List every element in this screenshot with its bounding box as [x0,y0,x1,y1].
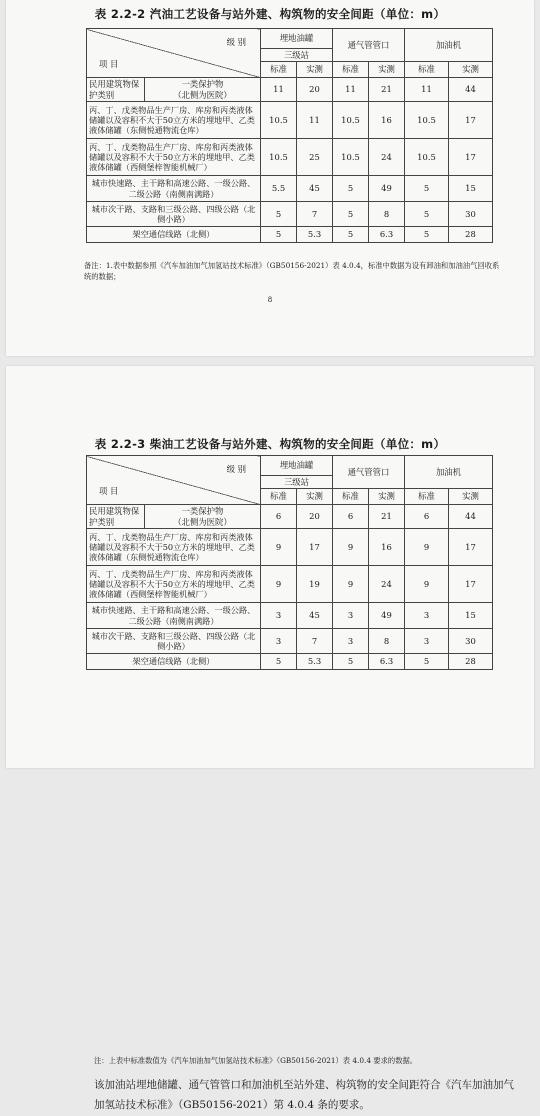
cell-measured-value: 28 [449,227,493,243]
cell-measured-value: 25 [297,139,333,176]
cell-standard-value: 10.5 [261,139,297,176]
table-row [87,529,493,566]
cell-measured-value: 11 [297,102,333,139]
header-diagonal-cell [87,456,261,505]
cell-measured-value: 30 [449,202,493,227]
cell-measured-value: 15 [449,603,493,629]
cell-measured-value: 49 [369,176,405,202]
header-group-tank: 埋地油罐 [261,456,333,476]
table-body [87,78,493,243]
cell-standard-value: 5 [405,176,449,202]
header-item-label: 项 目 [99,58,119,69]
header-act: 实测 [297,62,333,78]
header-group-dispenser: 加油机 [405,29,493,62]
table-row [87,629,493,654]
row-description: 一类保护物 （北侧为医院） [145,78,261,102]
cell-measured-value: 17 [297,529,333,566]
table-note: 备注：1.表中数据参照《汽车加油加气加氢站技术标准》（GB50156-2021）表 4.0.4，标准中数据为设有卸油和加油油气回收系统的数据； [84,261,500,281]
header-station-grade: 三级站 [261,49,333,62]
cell-standard-value: 5 [405,654,449,670]
header-std: 标准 [261,489,297,505]
table-row [87,102,493,139]
cell-standard-value: 6 [261,505,297,529]
row-description: 丙、丁、戊类物品生产厂房、库房和丙类液体储罐以及容积不大于50立方米的埋地甲、乙类液体储罐（东侧悦通物流仓库） [87,529,261,566]
table-row [87,603,493,629]
cell-standard-value: 9 [405,529,449,566]
cell-measured-value: 49 [369,603,405,629]
header-group-vent: 通气管管口 [333,456,405,489]
cell-measured-value: 16 [369,102,405,139]
table-row [87,654,493,670]
cell-measured-value: 45 [297,603,333,629]
cell-standard-value: 5 [261,202,297,227]
row-description: 城市次干路、支路和三级公路、四级公路（北侧小路） [87,202,261,227]
cell-measured-value: 8 [369,202,405,227]
cell-standard-value: 5 [261,654,297,670]
header-std: 标准 [261,62,297,78]
cell-measured-value: 8 [369,629,405,654]
cell-measured-value: 24 [369,566,405,603]
table-row [87,78,493,102]
header-item-label: 项 目 [99,485,119,496]
cell-standard-value: 9 [333,566,369,603]
cell-measured-value: 28 [449,654,493,670]
header-diagonal-cell [87,29,261,78]
cell-standard-value: 5 [333,227,369,243]
cell-measured-value: 7 [297,202,333,227]
row-description: 一类保护物 （北侧为医院） [145,505,261,529]
cell-standard-value: 10.5 [333,139,369,176]
cell-standard-value: 5 [333,654,369,670]
cell-measured-value: 21 [369,78,405,102]
cell-standard-value: 11 [405,78,449,102]
cell-standard-value: 5.5 [261,176,297,202]
cell-standard-value: 9 [333,529,369,566]
header-act: 实测 [369,489,405,505]
cell-measured-value: 30 [449,629,493,654]
cell-standard-value: 5 [261,227,297,243]
cell-standard-value: 11 [261,78,297,102]
header-group-tank: 埋地油罐 [261,29,333,49]
cell-standard-value: 10.5 [405,139,449,176]
document-page-2 [6,366,534,1111]
cell-standard-value: 6 [405,505,449,529]
table-note: 注：上表中标准数值为《汽车加油加气加氢站技术标准》（GB50156-2021）表 4.0.4 要求的数据。 [94,1056,418,1065]
row-category: 民用建筑物保护类别 [87,505,145,529]
cell-standard-value: 5 [405,202,449,227]
table-row [87,227,493,243]
safety-distance-table-diesel [86,455,493,670]
row-category: 民用建筑物保护类别 [87,78,145,102]
cell-measured-value: 16 [369,529,405,566]
safety-distance-table-gasoline [86,28,493,243]
row-description: 城市快速路、主干路和高速公路、一级公路、二级公路（南侧南满路） [87,603,261,629]
cell-measured-value: 15 [449,176,493,202]
cell-standard-value: 9 [405,566,449,603]
cell-measured-value: 6.3 [369,654,405,670]
cell-standard-value: 10.5 [405,102,449,139]
cell-measured-value: 20 [297,78,333,102]
table-row [87,139,493,176]
row-description: 城市快速路、主干路和高速公路、一级公路、二级公路（南侧南满路） [87,176,261,202]
cell-standard-value: 3 [333,603,369,629]
cell-measured-value: 24 [369,139,405,176]
cell-measured-value: 17 [449,566,493,603]
cell-standard-value: 11 [333,78,369,102]
cell-standard-value: 10.5 [261,102,297,139]
cell-standard-value: 10.5 [333,102,369,139]
cell-measured-value: 45 [297,176,333,202]
row-description: 架空通信线路（北侧） [87,654,261,670]
header-std: 标准 [405,489,449,505]
cell-measured-value: 5.3 [297,227,333,243]
header-std: 标准 [333,489,369,505]
header-level-label: 级 别 [226,464,246,474]
header-act: 实测 [449,489,493,505]
table-body [87,505,493,670]
cell-standard-value: 5 [333,202,369,227]
table-row [87,176,493,202]
header-act: 实测 [449,62,493,78]
header-act: 实测 [369,62,405,78]
header-group-dispenser: 加油机 [405,456,493,489]
cell-measured-value: 21 [369,505,405,529]
header-std: 标准 [333,62,369,78]
table-row [87,566,493,603]
document-page-1 [6,0,534,356]
row-description: 城市次干路、支路和三级公路、四级公路（北侧小路） [87,629,261,654]
cell-measured-value: 20 [297,505,333,529]
cell-standard-value: 9 [261,529,297,566]
cell-measured-value: 7 [297,629,333,654]
row-description: 丙、丁、戊类物品生产厂房、库房和丙类液体储罐以及容积不大于50立方米的埋地甲、乙类液体储罐（西侧堡梓智能机械厂） [87,566,261,603]
cell-standard-value: 5 [405,227,449,243]
header-station-grade: 三级站 [261,476,333,489]
table-row [87,505,493,529]
cell-standard-value: 3 [261,629,297,654]
cell-standard-value: 9 [261,566,297,603]
row-description: 架空通信线路（北侧） [87,227,261,243]
conclusion-paragraph: 该加油站埋地储罐、通气管管口和加油机至站外建、构筑物的安全间距符合《汽车加油加气加氢站技术标准》（GB50156-2021）第 4.0.4 条的要求。 [94,1079,514,1111]
page-number: 8 [267,296,273,304]
cell-standard-value: 3 [261,603,297,629]
cell-measured-value: 19 [297,566,333,603]
cell-standard-value: 3 [333,629,369,654]
cell-standard-value: 5 [333,176,369,202]
cell-standard-value: 6 [333,505,369,529]
table-title: 表 2.2-2 汽油工艺设备与站外建、构筑物的安全间距（单位：m） [94,7,446,21]
header-group-vent: 通气管管口 [333,29,405,62]
cell-standard-value: 3 [405,603,449,629]
table-title: 表 2.2-3 柴油工艺设备与站外建、构筑物的安全间距（单位：m） [94,437,446,451]
row-description: 丙、丁、戊类物品生产厂房、库房和丙类液体储罐以及容积不大于50立方米的埋地甲、乙类液体储罐（西侧堡梓智能机械厂） [87,139,261,176]
table-row [87,202,493,227]
header-std: 标准 [405,62,449,78]
cell-measured-value: 17 [449,529,493,566]
cell-measured-value: 6.3 [369,227,405,243]
cell-standard-value: 3 [405,629,449,654]
cell-measured-value: 5.3 [297,654,333,670]
cell-measured-value: 44 [449,78,493,102]
header-level-label: 级 别 [226,37,246,47]
header-act: 实测 [297,489,333,505]
row-description: 丙、丁、戊类物品生产厂房、库房和丙类液体储罐以及容积不大于50立方米的埋地甲、乙类液体储罐（东侧悦通物流仓库） [87,102,261,139]
cell-measured-value: 17 [449,139,493,176]
cell-measured-value: 17 [449,102,493,139]
cell-measured-value: 44 [449,505,493,529]
